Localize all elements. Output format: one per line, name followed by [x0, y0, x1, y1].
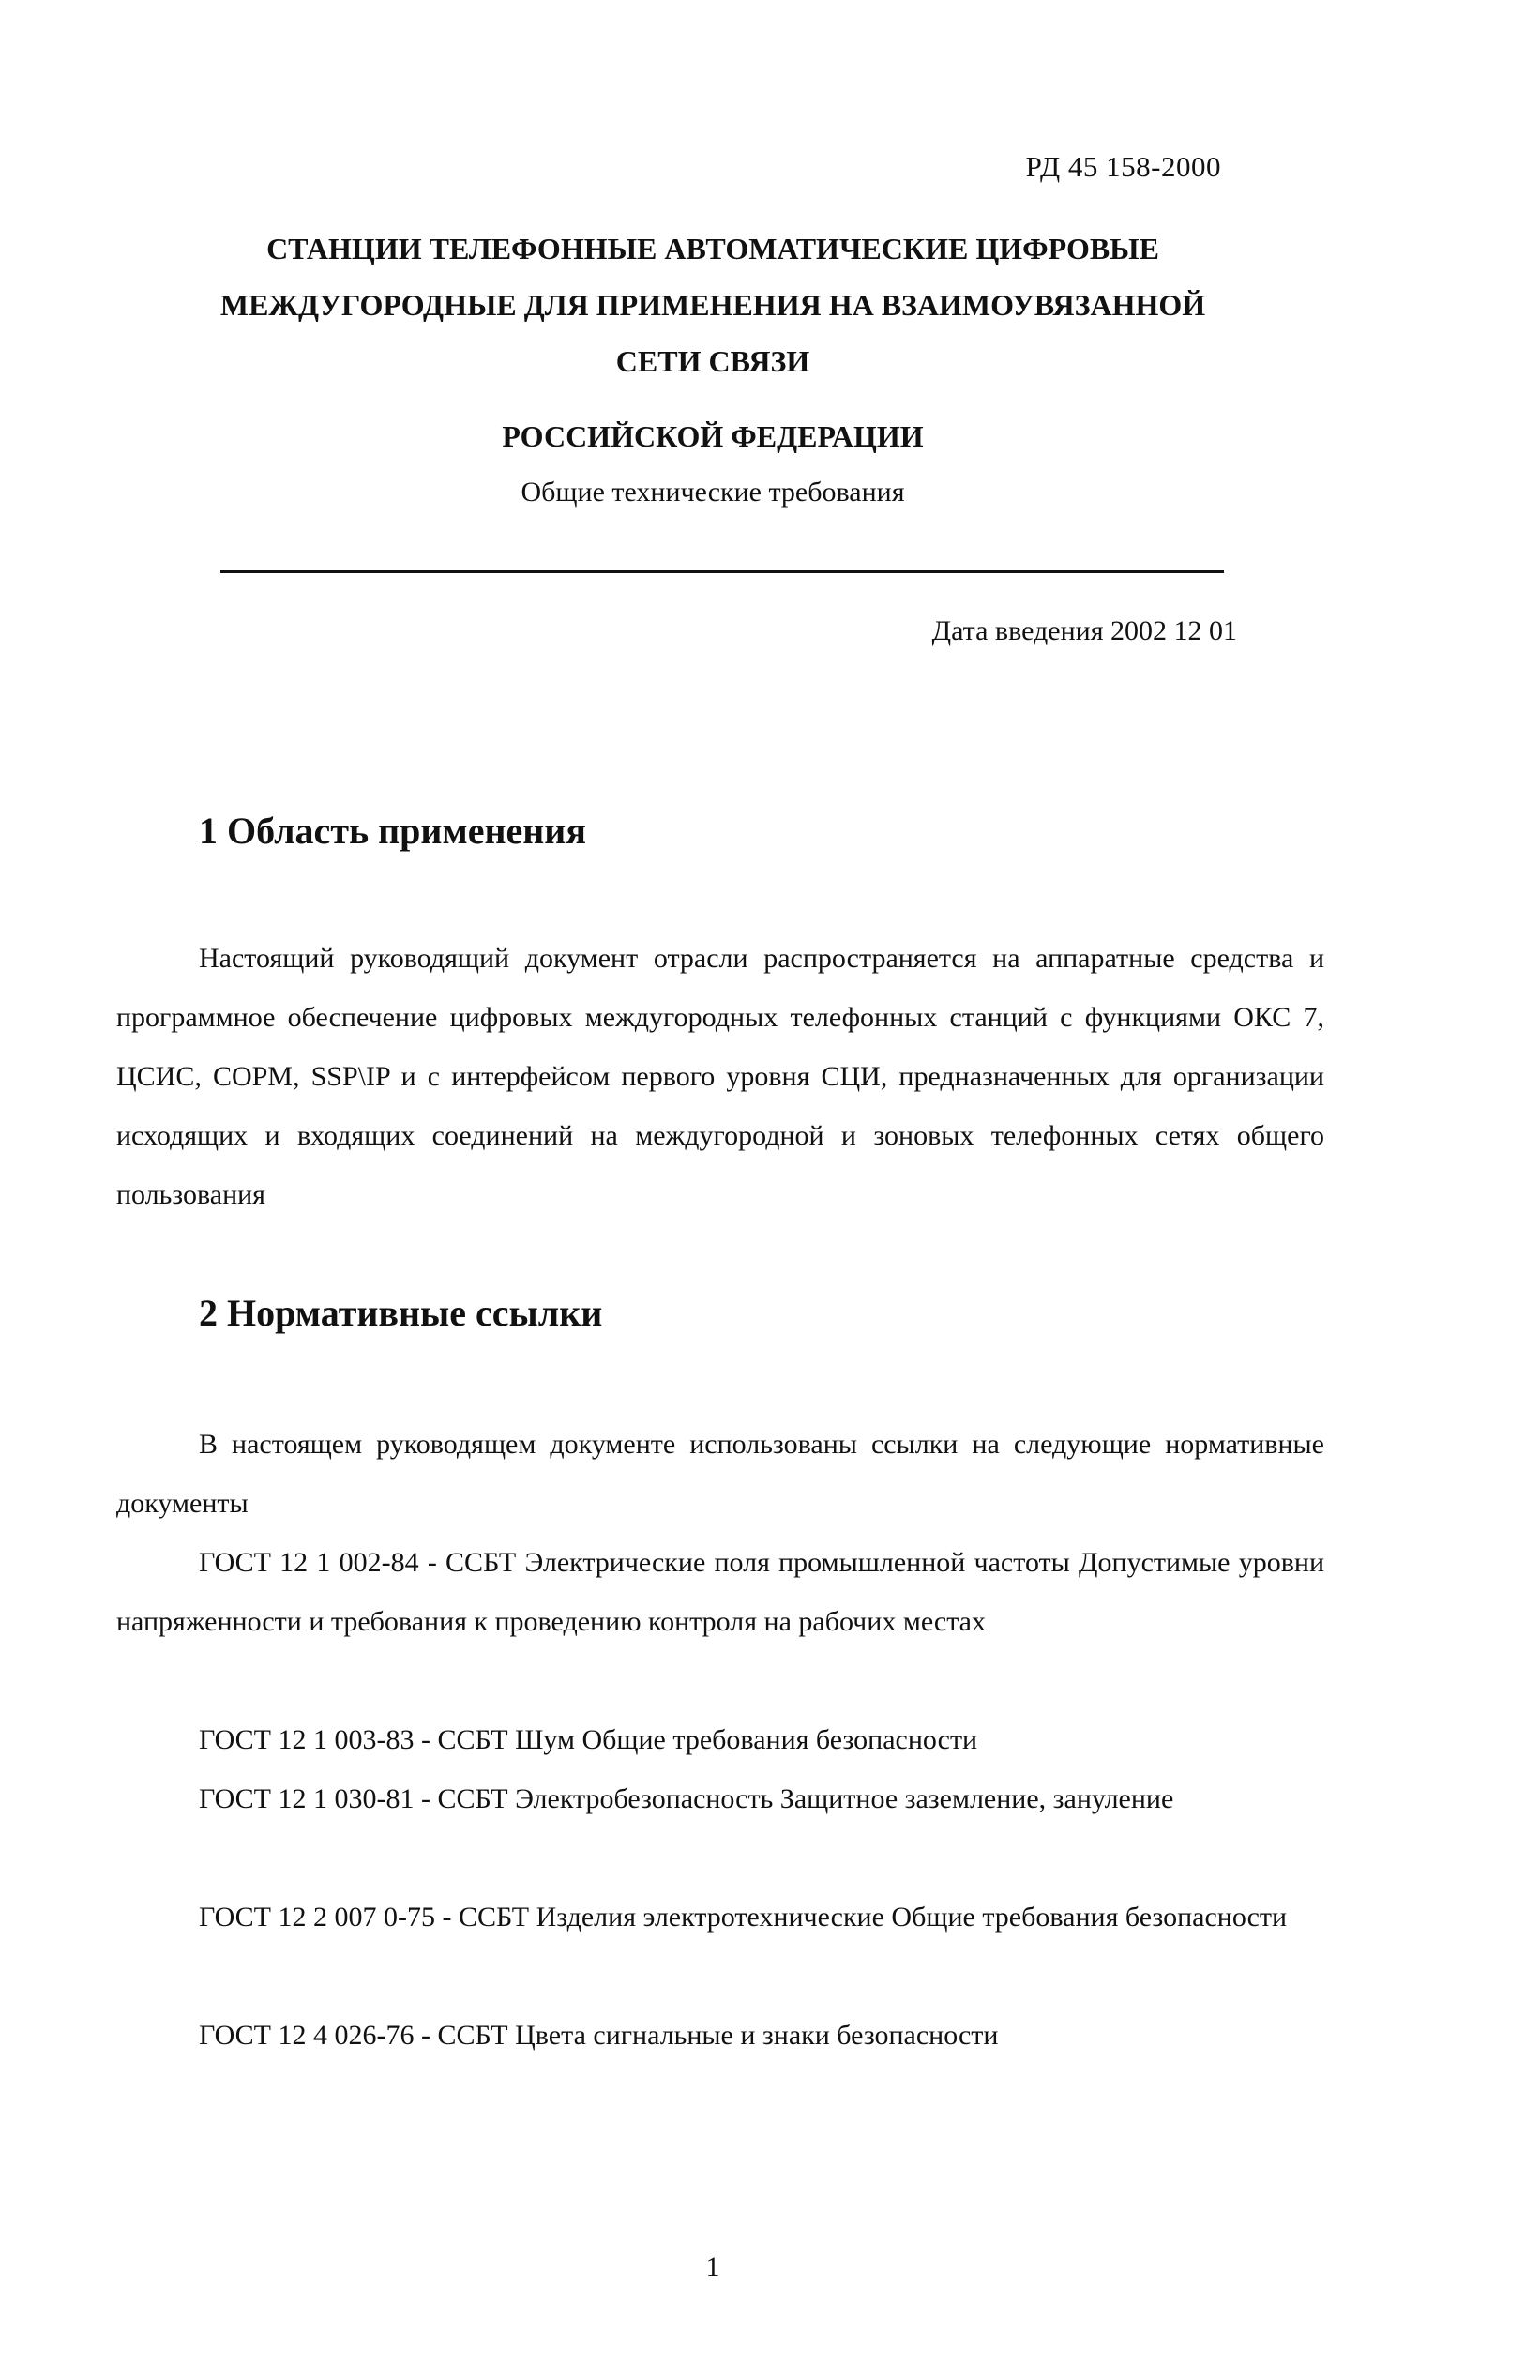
section-heading-scope: 1 Область применения — [199, 810, 586, 852]
section-text-scope: Настоящий руководящий документ отрасли распространяется на аппаратные средства и программное обеспечение цифровых междугородных телефонных станций с функциями ОКС 7, ЦСИС, СОРМ, SSP\IP и с интерфейсом первого уровня СЦИ, предназначенных для организации исходящих и входящих соединений на междугородной и зоновых телефонных сетях общего пользования — [116, 943, 1324, 1210]
reference-item: ГОСТ 12 1 030-81 - ССБТ Электробезопасность Защитное заземление, зануление — [199, 1783, 1174, 1814]
title-line: МЕЖДУГОРОДНЫЕ ДЛЯ ПРИМЕНЕНИЯ НА ВЗАИМОУВЯЗАННОЙ — [219, 288, 1206, 322]
document-code: РД 45 158-2000 — [1025, 150, 1221, 183]
page-number: 1 — [705, 2251, 720, 2282]
reference-item: ГОСТ 12 1 003-83 - ССБТ Шум Общие требования безопасности — [199, 1724, 978, 1755]
reference-item: ГОСТ 12 4 026-76 - ССБТ Цвета сигнальные и знаки безопасности — [199, 2020, 999, 2051]
document-subtitle: Общие технические требования — [521, 477, 905, 508]
title-line: СЕТИ СВЯЗИ — [615, 344, 810, 378]
section-heading-references: 2 Нормативные ссылки — [199, 1292, 603, 1334]
document-title — [0, 220, 1426, 464]
reference-item: ГОСТ 12 2 007 0-75 - ССБТ Изделия электротехнические Общие требования безопасности — [199, 1902, 1288, 1933]
section-text-references: В настоящем руководящем документе использованы ссылки на следующие нормативные документы — [116, 1429, 1324, 1519]
reference-item: ГОСТ 12 1 002-84 - ССБТ Электрические поля промышленной частоты Допустимые уровни напряженности и требования к проведению контроля на рабочих местах — [116, 1547, 1324, 1637]
title-line: СТАНЦИИ ТЕЛЕФОННЫЕ АВТОМАТИЧЕСКИЕ ЦИФРОВЫЕ — [266, 232, 1159, 265]
divider — [220, 570, 1224, 573]
title-line: РОССИЙСКОЙ ФЕДЕРАЦИИ — [502, 419, 924, 453]
introduction-date: Дата введения 2002 12 01 — [931, 615, 1237, 646]
